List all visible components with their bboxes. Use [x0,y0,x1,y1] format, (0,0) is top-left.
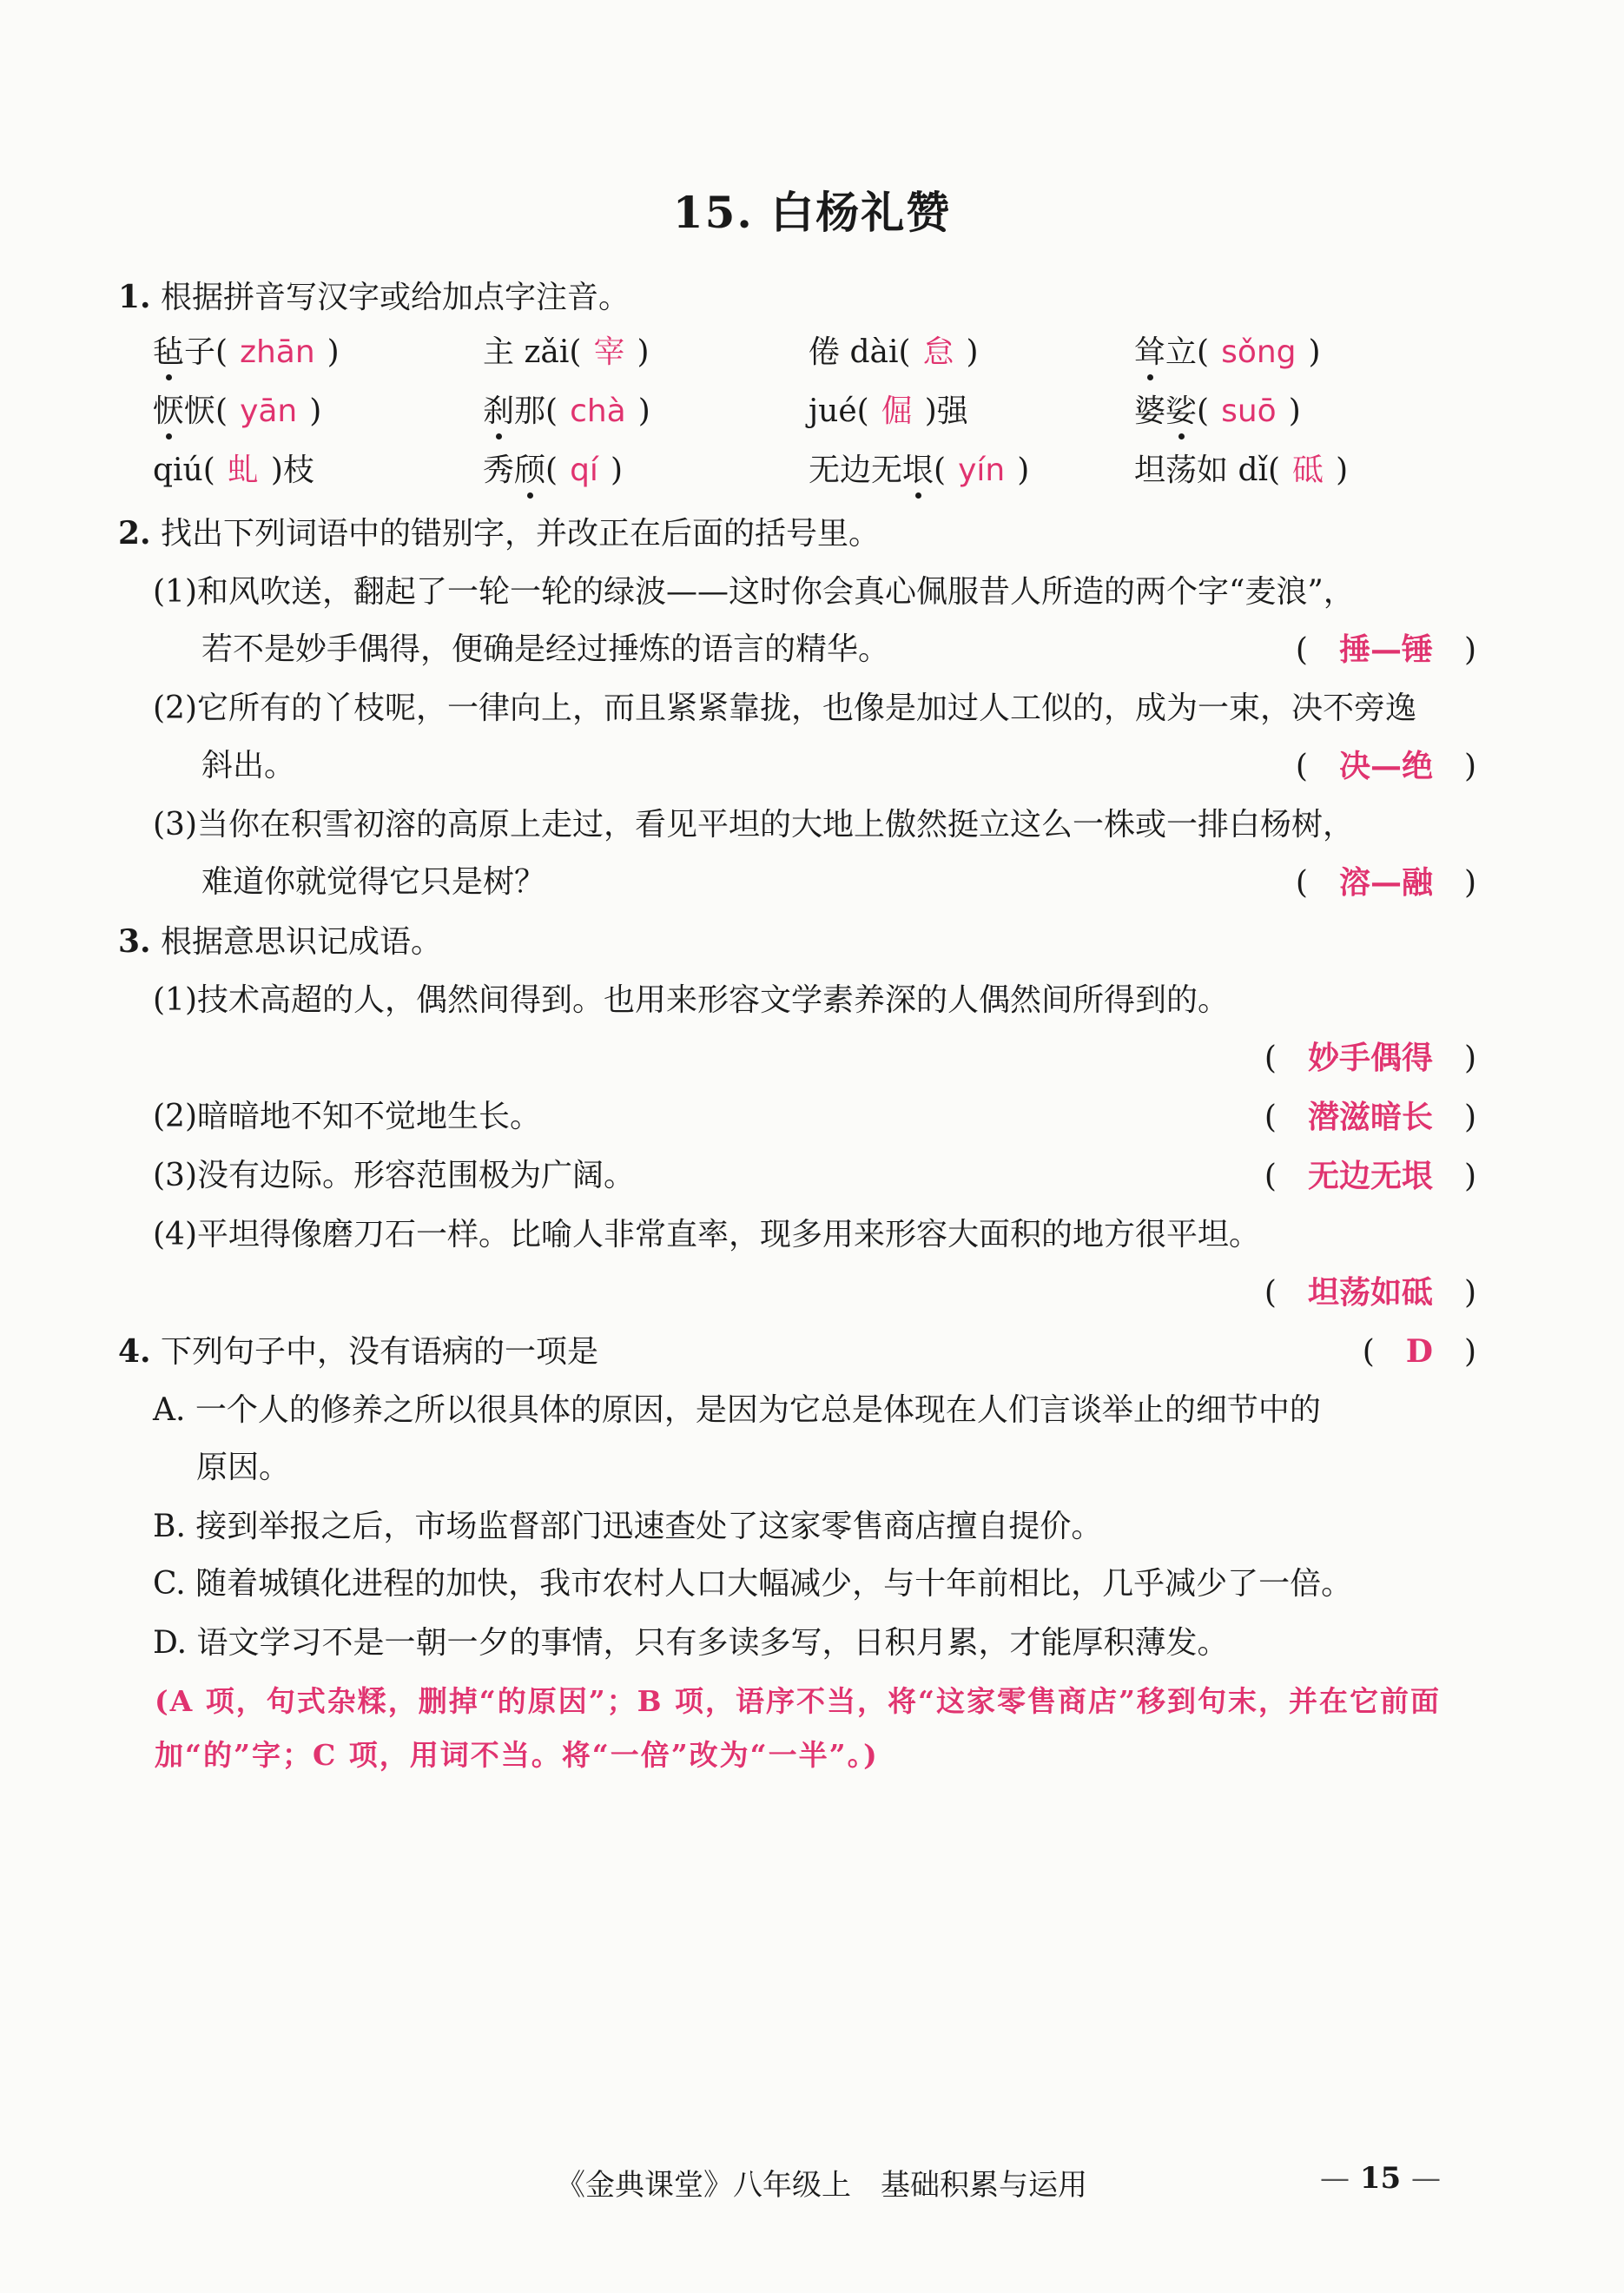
pinyin-item-text: ) [327,334,340,370]
pinyin-item [153,450,314,492]
pinyin-item-text: ) [966,334,979,370]
dotted-char: 垠 [902,450,934,492]
pinyin-item-text: ) [309,393,322,429]
pinyin-item-text: 那( [514,393,558,429]
pinyin-item-text: 无边无 [809,453,903,488]
pinyin-item-text: ) [637,393,650,429]
pinyin-item-text: 倦 dài( [809,334,911,370]
pinyin-item-text: 恹( [184,393,228,429]
dotted-char: 耸 [1134,332,1165,373]
dotted-char: 恹 [153,391,184,433]
pinyin-answer: zhān [240,334,315,370]
pinyin-item-text: ( [545,453,558,488]
dotted-char: 刹 [483,391,514,433]
pinyin-item-text: 立( [1165,334,1210,370]
book-title: 《金典课堂》八年级上 基础积累与运用 [556,2168,1087,2203]
pinyin-item-text: 子( [184,334,228,370]
question-number: 1. [118,279,151,315]
q3-item-1-answer: ( 妙手偶得 ) [1264,1040,1476,1076]
pinyin-item [483,332,650,373]
pinyin-item [153,391,321,433]
pinyin-item-text: ) [637,334,650,370]
q2-item-3-line-1: (3)当你在积雪初溶的高原上走过，看见平坦的大地上傲然挺立这么一株或一排白杨树， [153,807,1354,843]
pinyin-item-text: ) [1017,453,1030,488]
question-2-prompt [118,512,880,555]
pinyin-item-text: )强 [924,393,968,429]
pinyin-item-text: qiú( [153,453,215,488]
q4-explanation: (A 项，句式杂糅，删掉“的原因”；B 项，语序不当，将“这家零售商店”移到句末，并在它前面加“的”字；C 项，用词不当。将“一倍”改为“一半”。) [155,1684,1442,1772]
pinyin-item-text: ( [934,453,947,488]
q4-answer: ( D ) [1362,1333,1476,1370]
q2-item-1-line-2: 若不是妙手偶得，便确是经过捶炼的语言的精华。 [201,631,890,667]
pinyin-item [1134,450,1348,492]
pinyin-answer: 虬 [227,453,259,488]
pinyin-item [809,332,979,373]
q3-item-1: (1)技术高超的人，偶然间得到。也用来形容文学素养深的人偶然间所得到的。 [153,982,1229,1018]
q3-item-4-answer: ( 坦荡如砥 ) [1264,1274,1476,1311]
q4-option-b: B. 接到举报之后，市场监督部门迅速查处了这家零售商店擅自提价。 [153,1509,1103,1544]
q2-item-1-line-1: (1)和风吹送，翻起了一轮一轮的绿波——这时你会真心佩服昔人所造的两个字“麦浪”， [153,574,1355,610]
pinyin-item [153,332,340,373]
q4-option-c: C. 随着城镇化进程的加快，我市农村人口大幅减少，与十年前相比，几乎减少了一倍。 [153,1566,1353,1602]
pinyin-answer: qí [570,453,598,488]
question-text: 找出下列词语中的错别字，并改正在后面的括号里。 [161,516,881,552]
pinyin-item [1134,391,1301,433]
pinyin-item [483,391,650,433]
question-text: 根据意思识记成语。 [161,924,443,960]
q2-item-3-answer: ( 溶—融 ) [1295,864,1476,901]
q2-item-3-line-2: 难道你就觉得它只是树？ [201,864,546,900]
pinyin-answer: 怠 [922,334,954,370]
page-number: — 15 — [1320,2161,1442,2196]
pinyin-answer: yān [240,393,298,429]
pinyin-item-text: ) [1336,453,1349,488]
q2-item-1-answer: ( 捶—锤 ) [1295,631,1476,668]
question-4-prompt [118,1331,598,1373]
question-3-prompt [118,921,442,963]
pinyin-item-text: ) [1308,334,1321,370]
question-number: 3. [118,923,151,960]
q2-item-2-line-1: (2)它所有的丫枝呢，一律向上，而且紧紧靠拢，也像是加过人工似的，成为一束，决不旁逸 [153,691,1416,726]
pinyin-item-text: 坦荡如 dǐ( [1134,453,1281,488]
page-title: 15. 白杨礼赞 [672,187,952,238]
pinyin-item [483,450,623,492]
pinyin-item-text: jué( [809,393,869,429]
pinyin-item-text: 主 zǎi( [483,334,582,370]
q3-item-3: (3)没有边际。形容范围极为广阔。 [153,1158,635,1193]
dotted-char: 毡 [153,332,184,373]
pinyin-item [809,450,1029,492]
q3-item-4: (4)平坦得像磨刀石一样。比喻人非常直率，现多用来形容大面积的地方很平坦。 [153,1217,1260,1252]
pinyin-item-text: 婆 [1134,393,1166,429]
question-1-prompt [118,276,630,319]
pinyin-item-text: 秀 [483,453,515,488]
q4-option-d: D. 语文学习不是一朝一夕的事情，只有多读多写，日积月累，才能厚积薄发。 [153,1625,1229,1661]
q3-item-2-answer: ( 潜滋暗长 ) [1264,1099,1476,1135]
question-number: 2. [118,515,151,552]
question-text: 根据拼音写汉字或给加点字注音。 [161,280,630,315]
pinyin-answer: 宰 [593,334,625,370]
pinyin-answer: suō [1221,393,1277,429]
question-text: 下列句子中，没有语病的一项是 [161,1334,599,1370]
pinyin-answer: sǒng [1221,334,1297,370]
q2-item-2-line-2: 斜出。 [201,748,296,783]
pinyin-answer: yín [958,453,1006,488]
pinyin-answer: 砥 [1292,453,1324,488]
pinyin-item [1134,332,1321,373]
pinyin-item-text: )枝 [270,453,314,488]
dotted-char: 娑 [1165,391,1197,433]
q3-item-3-answer: ( 无边无垠 ) [1264,1158,1476,1194]
pinyin-item-text: ) [1288,393,1301,429]
pinyin-item [809,391,968,433]
pinyin-answer: 倔 [881,393,913,429]
q2-item-2-answer: ( 决—绝 ) [1295,748,1476,784]
pinyin-item-text: ) [610,453,623,488]
dotted-char: 颀 [514,450,545,492]
q4-option-a-line-2: 原因。 [196,1450,291,1485]
pinyin-item-text: ( [1197,393,1210,429]
pinyin-answer: chà [570,393,626,429]
q3-item-2: (2)暗暗地不知不觉地生长。 [153,1099,541,1134]
question-number: 4. [118,1333,151,1370]
q4-option-a-line-1: A. 一个人的修养之所以很具体的原因，是因为它总是体现在人们言谈举止的细节中的 [153,1392,1321,1428]
